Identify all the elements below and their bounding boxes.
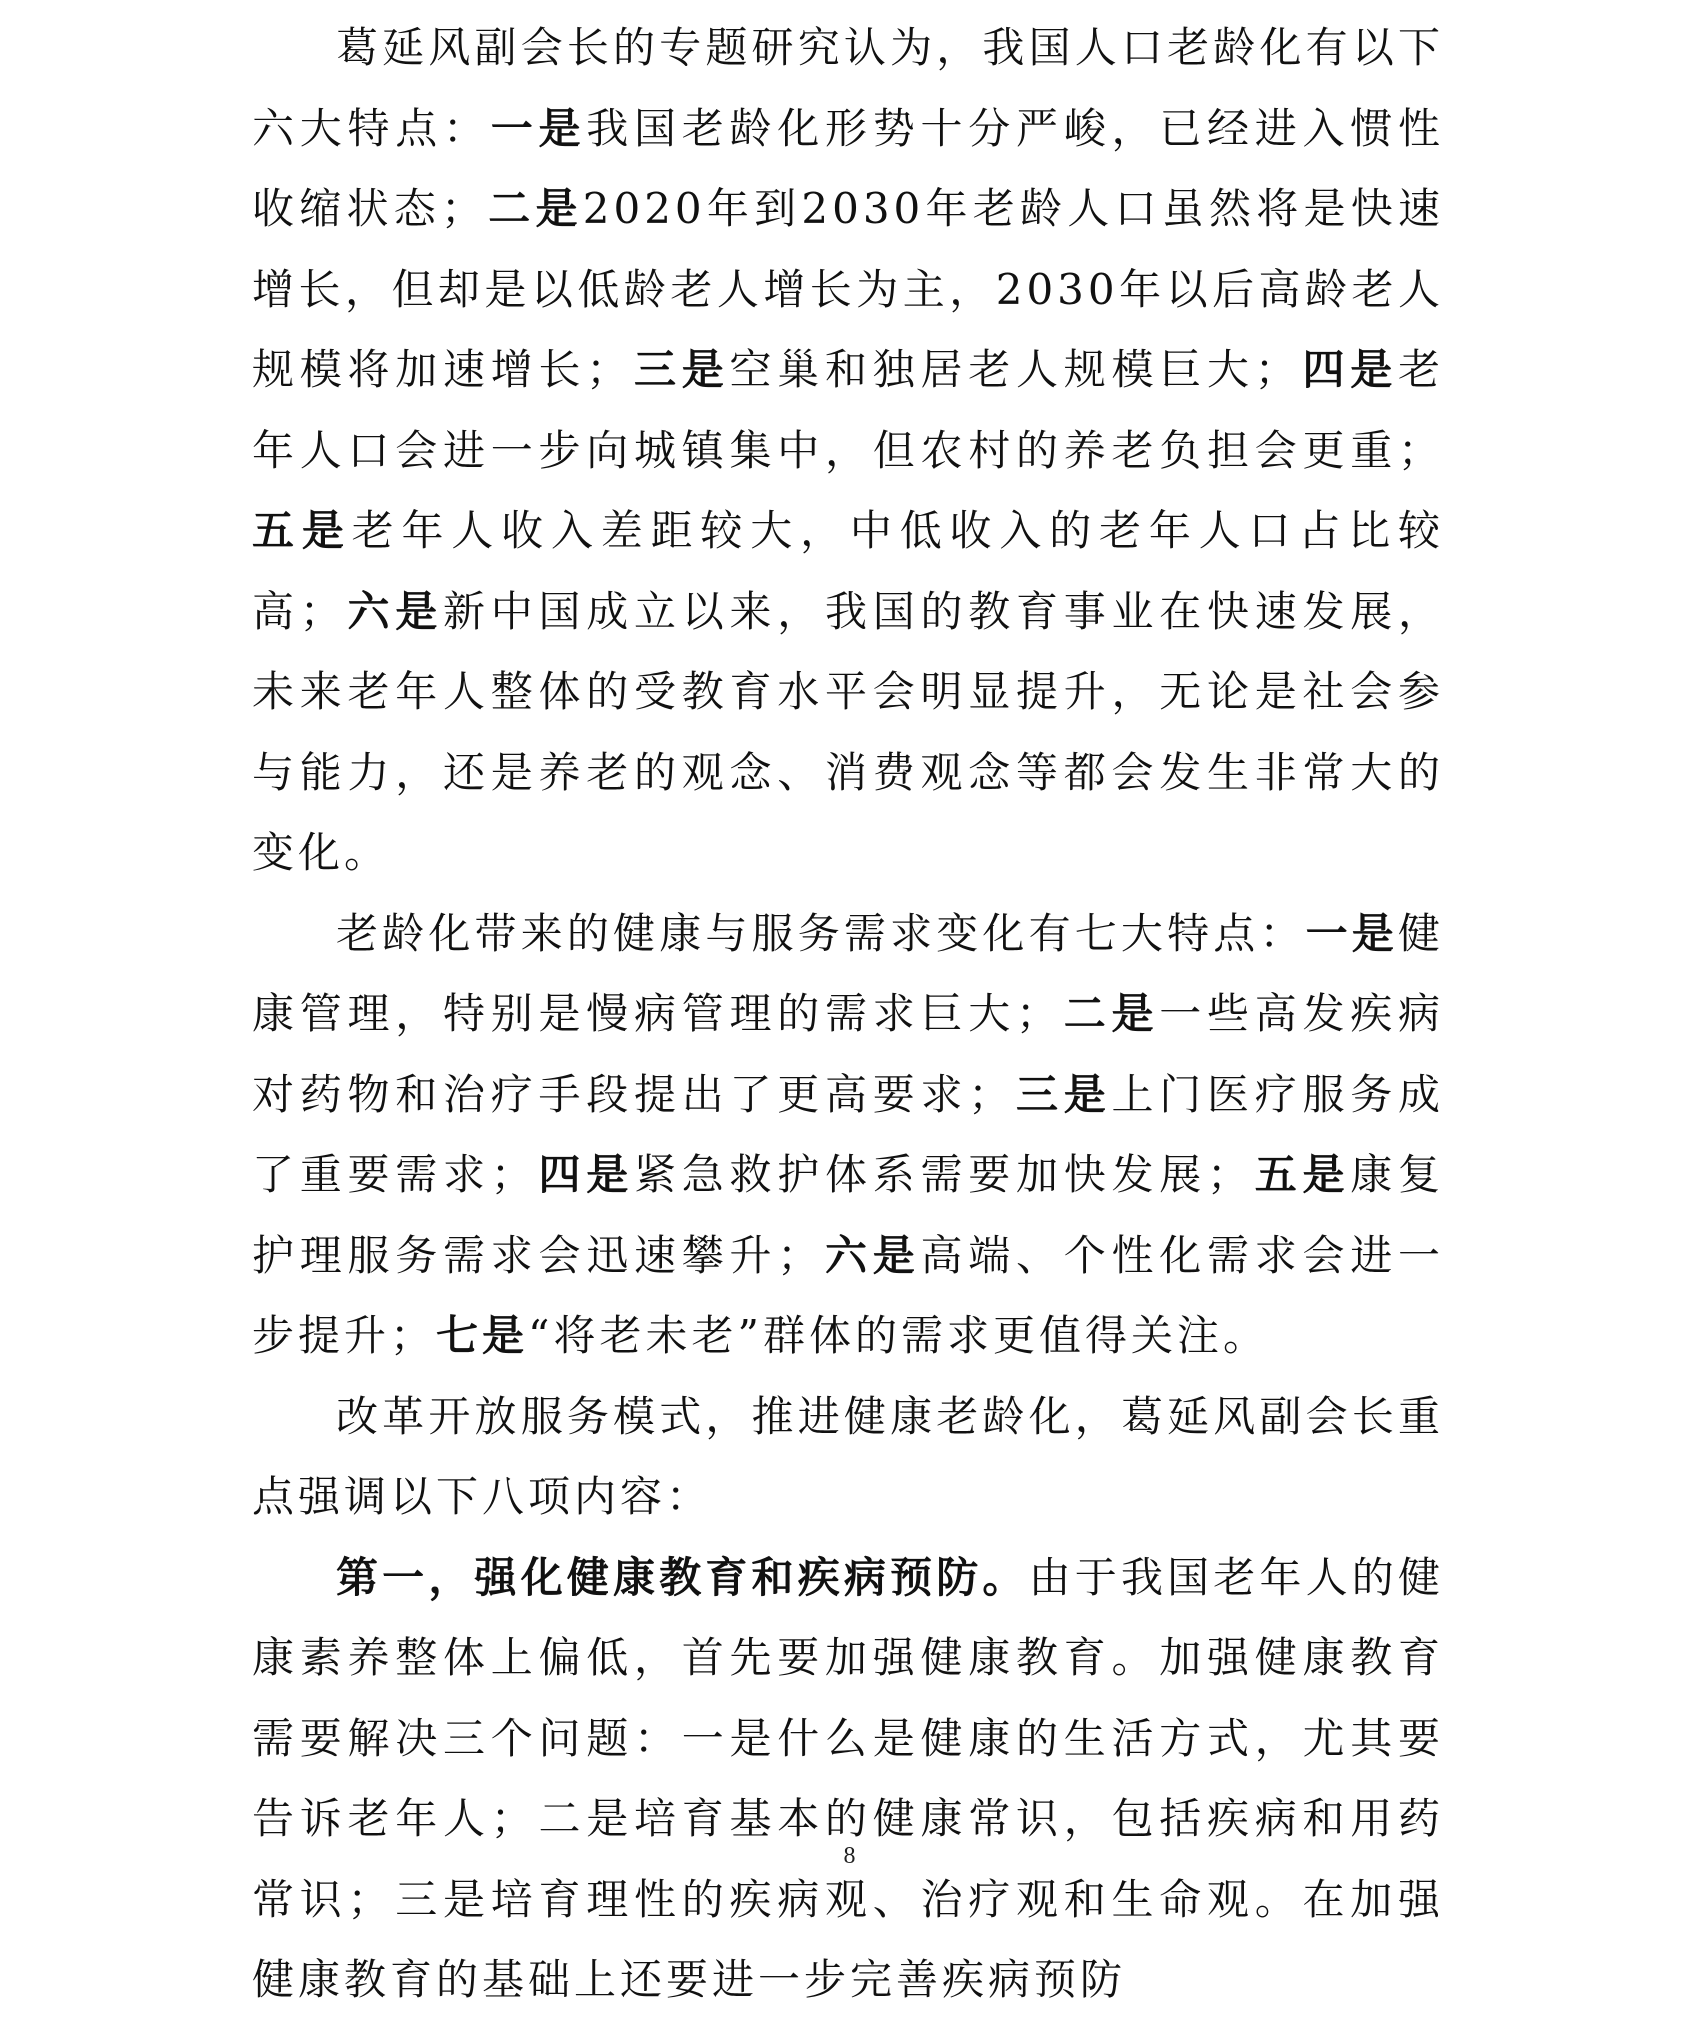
body-text-segment: 改革开放服务模式，推进健康老龄化，葛延风副会长重点强调以下八项内容： xyxy=(252,1391,1444,1521)
bold-lead-text: 三是 xyxy=(1014,1069,1112,1119)
body-text-segment: 葛延风副会长的专题研究认为，我国人口老龄化有以下六大特点： xyxy=(252,23,1444,153)
bold-lead-text: 二是 xyxy=(487,184,583,233)
bold-lead-text: 五是 xyxy=(252,506,352,555)
bold-lead-text: 七是 xyxy=(436,1311,529,1360)
body-text-segment: 康复护理服务需求会迅速攀升； xyxy=(252,1150,1444,1280)
body-text-segment: 紧急救护体系需要加快发展； xyxy=(633,1150,1253,1199)
bold-lead-text: 四是 xyxy=(1300,345,1398,394)
body-text-segment: 老龄化带来的健康与服务需求变化有七大特点： xyxy=(336,908,1306,958)
body-text-segment: 我国老龄化形势十分严峻，已经进入惯性收缩状态； xyxy=(252,103,1444,233)
bold-lead-text: 一是 xyxy=(1305,908,1398,958)
paragraph-aging-six-features xyxy=(252,8,1444,894)
bold-lead-text: 二是 xyxy=(1061,989,1160,1038)
bold-lead-text: 四是 xyxy=(536,1150,634,1199)
document-body xyxy=(252,8,1444,2021)
bold-lead-text: 一是 xyxy=(490,103,587,153)
paragraph-reform-service-model xyxy=(252,1377,1444,1538)
body-text-segment: 高端、个性化需求会进一步提升； xyxy=(252,1230,1444,1360)
bold-lead-text: 五是 xyxy=(1252,1150,1351,1199)
body-text-segment: 健康管理，特别是慢病管理的需求巨大； xyxy=(252,908,1444,1038)
body-text-segment: 新中国成立以来，我国的教育事业在快速发展，未来老年人整体的受教育水平会明显提升，无论是社会参与能力，还是养老的观念、消费观念等都会发生非常大的变化。 xyxy=(252,586,1444,877)
body-text-segment: “将老未老”群体的需求更值得关注。 xyxy=(528,1311,1269,1360)
body-text-segment: 老年人口会进一步向城镇集中，但农村的养老负担会更重； xyxy=(252,345,1444,475)
bold-lead-text: 第一，强化健康教育和疾病预防。 xyxy=(336,1552,1029,1602)
body-text-segment: 2020年到2030年老龄人口虽然将是快速增长，但却是以低龄老人增长为主，2030年以后高龄老人规模将加速增长； xyxy=(252,184,1444,394)
paragraph-health-service-seven-features xyxy=(252,894,1444,1377)
body-text-segment: 一些高发疾病对药物和治疗手段提出了更高要求； xyxy=(252,989,1444,1119)
page-number: 8 xyxy=(843,1843,856,1869)
bold-lead-text: 六是 xyxy=(345,586,443,636)
body-text-segment: 由于我国老年人的健康素养整体上偏低，首先要加强健康教育。加强健康教育需要解决三个问题：一是什么是健康的生活方式，尤其要告诉老年人；二是培育基本的健康常识，包括疾病和用药常识；三是培育理性的疾病观、治疗观和生命观。在加强健康教育的基础上还要进一步完善疾病预防 xyxy=(252,1552,1444,2004)
bold-lead-text: 六是 xyxy=(823,1230,921,1280)
paragraph-first-health-education xyxy=(252,1538,1444,2021)
bold-lead-text: 三是 xyxy=(632,345,730,394)
body-text-segment: 上门医疗服务成了重要需求； xyxy=(252,1069,1444,1199)
body-text-segment: 老年人收入差距较大，中低收入的老年人口占比较高； xyxy=(252,506,1444,636)
body-text-segment: 空巢和独居老人规模巨大； xyxy=(729,345,1301,394)
